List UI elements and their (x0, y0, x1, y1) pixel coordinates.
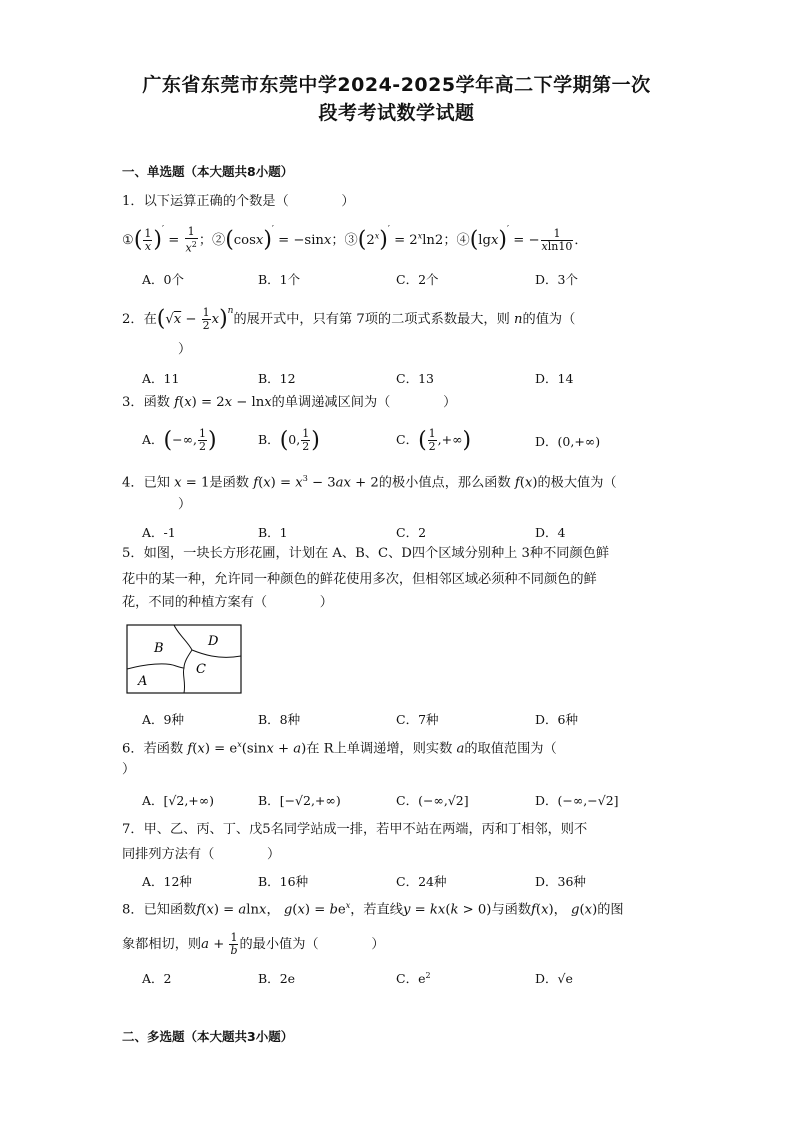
option-c[interactable]: C．7种 (396, 712, 439, 727)
option-c[interactable]: C．24种 (396, 874, 447, 889)
question-6-stem-close: ） (122, 762, 136, 777)
question-5-line-3: 花，不同的种植方案有（ ） (122, 595, 333, 610)
option-c[interactable]: C．2 (396, 525, 427, 540)
option-b[interactable]: B．1 (258, 525, 288, 540)
question-5-line-2: 花中的某一种，允许同一种颜色的鲜花使用多次，但相邻区域必须种不同颜色的鲜 (122, 572, 597, 587)
option-d[interactable]: D．3个 (535, 272, 578, 287)
option-b[interactable]: B．2e (258, 971, 296, 986)
question-3-stem: 3．函数 f(x) = 2x − lnx的单调递减区间为（ ） (122, 395, 457, 410)
option-d[interactable]: D．36种 (535, 874, 586, 889)
option-c[interactable]: C．2个 (396, 272, 439, 287)
option-b[interactable]: B．1个 (258, 272, 301, 287)
option-b[interactable]: B．8种 (258, 712, 301, 727)
option-d[interactable]: D．4 (535, 525, 566, 540)
option-b[interactable]: B．16种 (258, 874, 309, 889)
question-1-stem: 1．以下运算正确的个数是（ ） (122, 194, 355, 209)
option-a[interactable]: A．9种 (142, 712, 184, 727)
question-1-expression-end: ． (574, 232, 588, 248)
option-a[interactable]: A．2 (142, 971, 172, 986)
option-d[interactable]: D．14 (535, 371, 574, 386)
option-c[interactable]: C．( $\frac{1}{2}$ ,+∞) (396, 427, 472, 453)
option-a[interactable]: A．[√2,+∞) (142, 793, 215, 808)
question-6-stem: 6．若函数 $f(x) = e^x(\sin x + a)$在 R上单调递增，则实数 a的取值范围为（ (122, 740, 557, 757)
option-c[interactable]: C．13 (396, 371, 434, 386)
region-label-a: A (138, 674, 148, 689)
section-heading-single-choice: 一、单选题（本大题共8小题） (122, 164, 294, 179)
option-b[interactable]: B．12 (258, 371, 296, 386)
option-a[interactable]: A．12种 (142, 874, 192, 889)
question-8-line-2: 象都相切，则a + $\frac{1}{b}$ 的最小值为（ ） (122, 931, 385, 957)
question-7-line-2: 同排列方法有（ ） (122, 847, 281, 862)
region-label-d: D (208, 634, 219, 649)
option-d[interactable]: D．(0,+∞) (535, 434, 601, 449)
option-d[interactable]: D．6种 (535, 712, 578, 727)
option-d[interactable]: D．(−∞,−√2] (535, 793, 619, 808)
option-a[interactable]: A．(−∞, $\frac{1}{2}$ ) (142, 427, 217, 453)
option-c[interactable]: C．$e^2$ (396, 970, 431, 986)
page-title-line-1: 广东省东莞市东莞中学2024-2025学年高二下学期第一次 (142, 74, 651, 96)
option-d[interactable]: D．√e (535, 971, 573, 986)
question-4-stem-close: ） (178, 497, 192, 512)
option-c[interactable]: C．(−∞,√2] (396, 793, 469, 808)
question-5-line-1: 5．如图，一块长方形花圃，计划在 A、B、C、D四个区域分别种上 3种不同颜色鲜 (122, 546, 610, 561)
question-7-line-1: 7．甲、乙、丙、丁、戊5名同学站成一排，若甲不站在两端，丙和丁相邻，则不 (122, 822, 588, 837)
question-2-stem-close: ） (178, 342, 192, 357)
option-b[interactable]: B．[−√2,+∞) (258, 793, 341, 808)
option-a[interactable]: A．0个 (142, 272, 184, 287)
region-label-b: B (154, 641, 164, 656)
option-a[interactable]: A．-1 (142, 525, 176, 540)
flower-bed-diagram (126, 624, 244, 696)
option-b[interactable]: B．(0, $\frac{1}{2}$ ) (258, 427, 320, 453)
question-2-stem: 2．在(√x − $\frac{1}{2}$ x)$^n$的展开式中，只有第 7项的二项式系数最大，则 n的值为（ (122, 306, 576, 332)
option-a[interactable]: A．11 (142, 371, 180, 386)
question-1-expression: ①( $\frac{1}{x}$ )′ = $\frac{1}{x^2}$ ；②(cosx)′ = −sinx；$③(2^x)' = 2^x\ln 2$；④(lgx)′ = − $\frac{1}{xln10}$ ． (122, 225, 588, 255)
page-title-line-2: 段考考试数学试题 (318, 102, 475, 124)
region-label-c: C (196, 662, 206, 677)
section-heading-multiple-choice: 二、多选题（本大题共3小题） (122, 1029, 294, 1044)
question-8-line-1: 8．已知函数f(x) = alnx， $g(x) = be^x$，若直线y = kx(k > 0)与函数f(x)， g(x)的图 (122, 901, 624, 918)
question-4-stem: 4．已知 x = 1是函数 $f(x) = x^3 - 3ax + 2$的极小值点，那么函数 f(x)的极大值为（ (122, 474, 617, 491)
